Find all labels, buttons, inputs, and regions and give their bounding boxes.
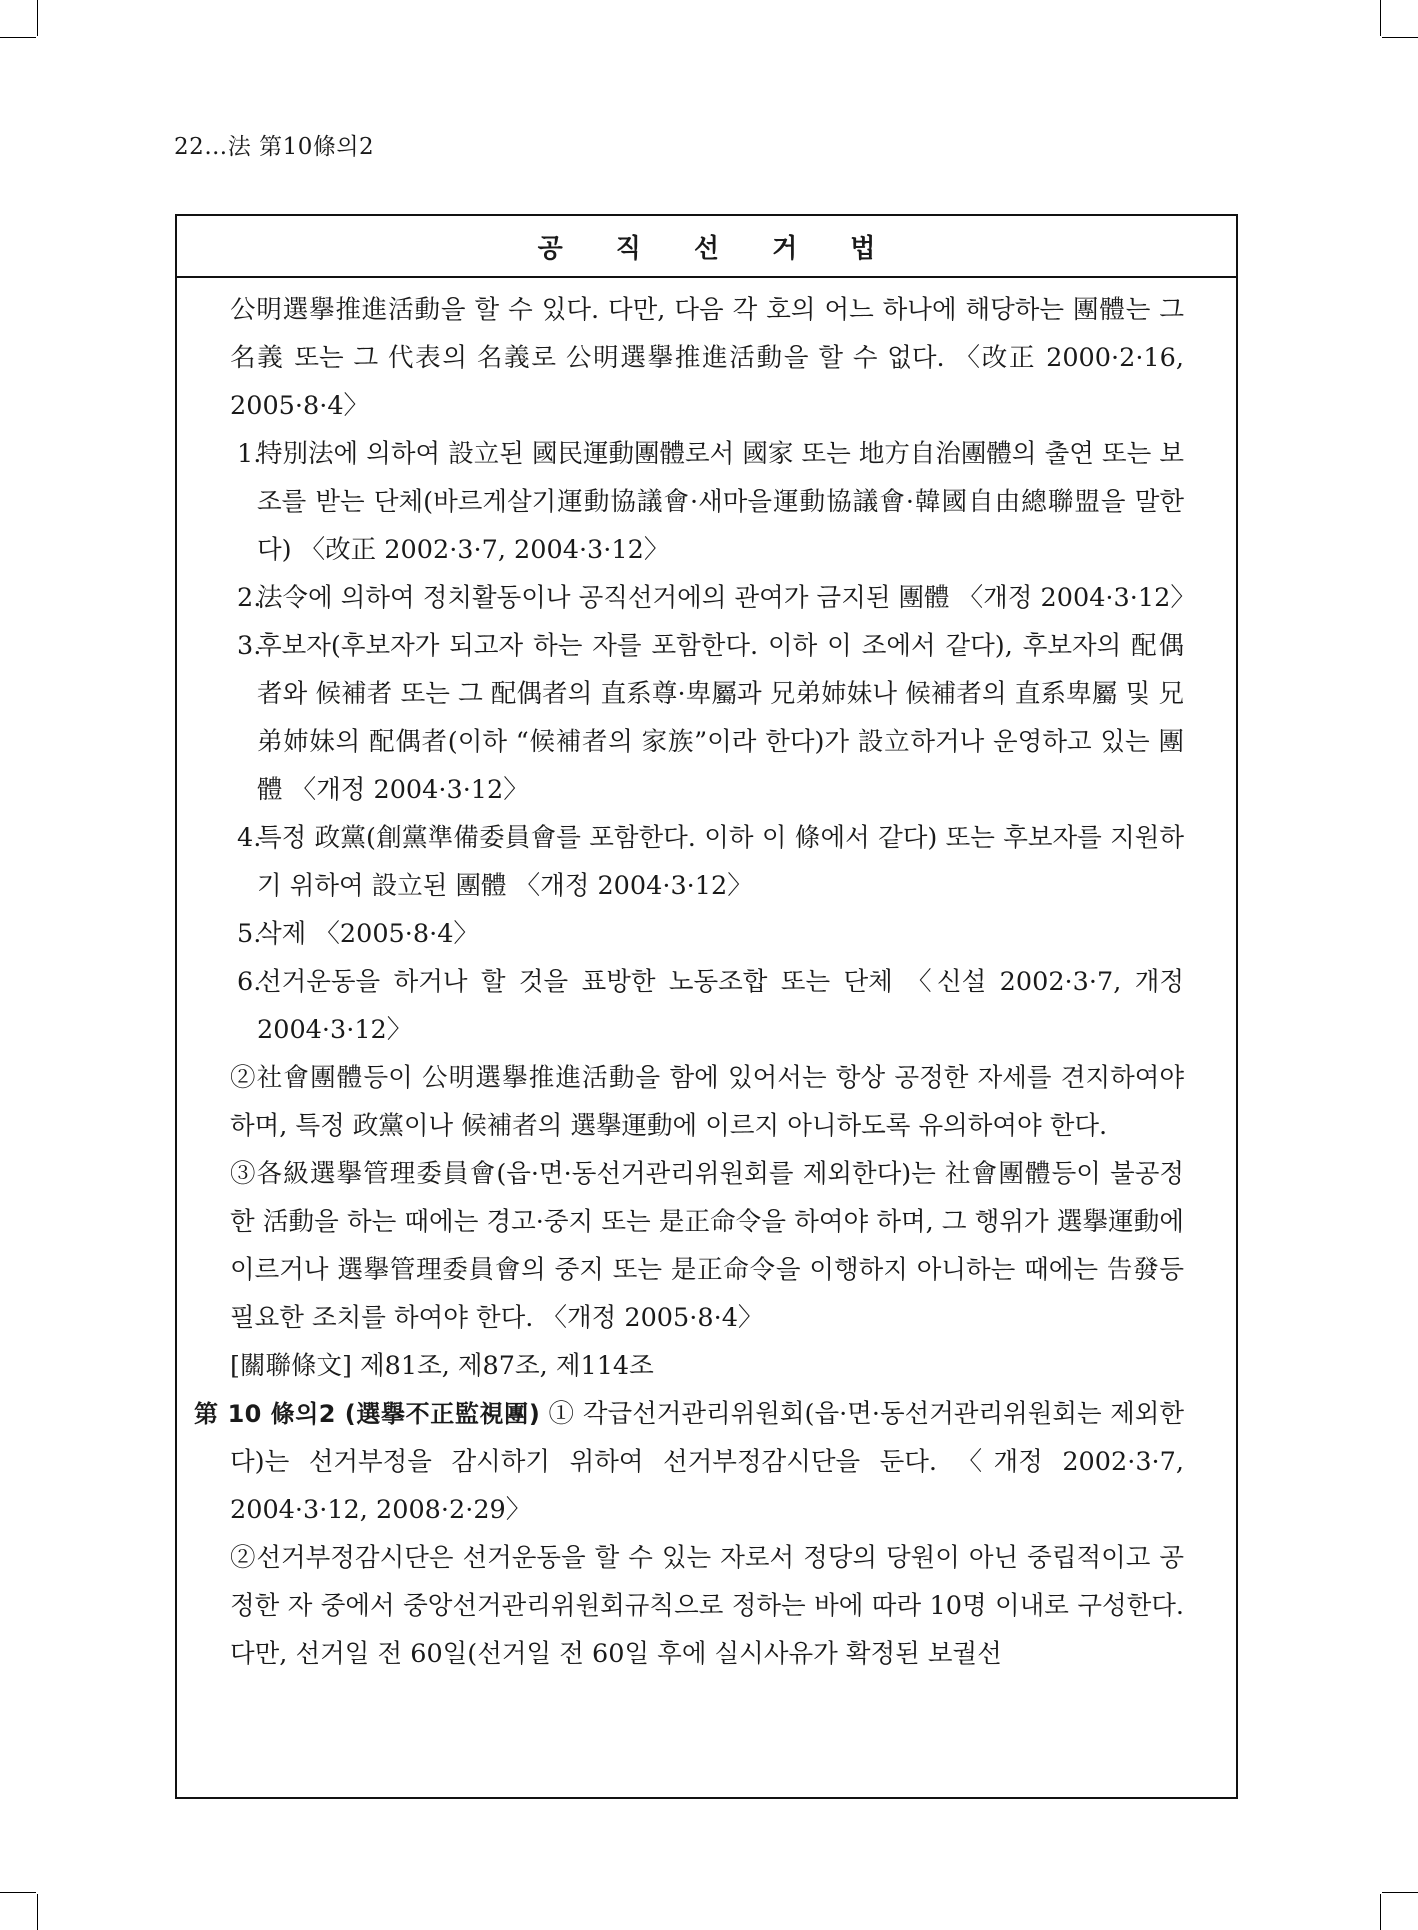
item-number: 5. <box>237 919 262 949</box>
item-text: 후보자(후보자가 되고자 하는 자를 포함한다. 이하 이 조에서 같다), 후보자의 配偶者와 候補者 또는 그 配偶者의 直系尊·卑屬과 兄弟姉妹나 候補者의 直系卑屬 및 兄弟姉妹의 配偶者(이하 “候補者의 家族”이라 한다)가 設立하거나 운영하고 있는 團體 〈개정 2004·3·12〉 <box>257 631 1184 805</box>
item-text: 特別法에 의하여 設立된 國民運動團體로서 國家 또는 地方自治團體의 출연 또는 보조를 받는 단체(바르게살기運動協議會·새마을運動協議會·韓國自由總聯盟을 말한다) 〈改正 2002·3·7, 2004·3·12〉 <box>257 439 1184 565</box>
item-text: 특정 政黨(創黨準備委員會를 포함한다. 이하 이 條에서 같다) 또는 후보자를 지원하기 위하여 設立된 團體 〈개정 2004·3·12〉 <box>257 823 1184 901</box>
article-heading: 第 10 條의2 (選擧不正監視團) <box>194 1400 541 1428</box>
law-text-box <box>175 214 1238 1799</box>
list-item <box>177 958 1236 1054</box>
item-text: 삭제 〈2005·8·4〉 <box>257 919 479 949</box>
crop-mark <box>1382 1892 1418 1893</box>
crop-mark <box>37 1894 38 1930</box>
item-text: 法令에 의하여 정치활동이나 공직선거에의 관여가 금지된 團體 〈개정 2004·3·12〉 <box>257 583 1196 613</box>
running-header: 22…法 第10條의2 <box>174 134 375 160</box>
item-number: 6. <box>237 967 262 997</box>
paragraph-2: ②社會團體등이 公明選擧推進活動을 함에 있어서는 항상 공정한 자세를 견지하여야 하며, 특정 政黨이나 候補者의 選擧運動에 이르지 아니하도록 유의하여야 한다. <box>230 1063 1184 1141</box>
crop-mark <box>0 1892 36 1893</box>
list-item <box>177 622 1236 814</box>
crop-mark <box>1380 0 1381 36</box>
item-text: 선거운동을 하거나 할 것을 표방한 노동조합 또는 단체 〈신설 2002·3·7, 개정 2004·3·12〉 <box>257 967 1184 1045</box>
item-number: 1. <box>237 439 262 469</box>
list-item <box>177 910 1236 958</box>
item-number: 4. <box>237 823 262 853</box>
list-item <box>177 574 1236 622</box>
box-title: 공 직 선 거 법 <box>177 216 1236 278</box>
article-paragraph-2: ②선거부정감시단은 선거운동을 할 수 있는 자로서 정당의 당원이 아닌 중립적이고 공정한 자 중에서 중앙선거관리위원회규칙으로 정하는 바에 따라 10명 이내로 구성한다. 다만, 선거일 전 60일(선거일 전 60일 후에 실시사유가 확정된 보궐선 <box>230 1543 1184 1669</box>
list-item <box>177 814 1236 910</box>
crop-mark <box>1380 1894 1381 1930</box>
item-number: 3. <box>237 631 262 661</box>
crop-mark <box>37 0 38 36</box>
item-number: 2. <box>237 583 262 613</box>
paragraph-3: ③各級選擧管理委員會(읍·면·동선거관리위원회를 제외한다)는 社會團體등이 불공정한 活動을 하는 때에는 경고·중지 또는 是正命令을 하여야 하며, 그 행위가 選擧運動에 이르거나 選擧管理委員會의 중지 또는 是正命令을 이행하지 아니하는 때에는 告發등 필요한 조치를 하여야 한다. 〈개정 2005·8·4〉 <box>230 1159 1184 1333</box>
related-articles: [關聯條文] 제81조, 제87조, 제114조 <box>230 1351 654 1381</box>
list-item <box>177 430 1236 574</box>
intro-paragraph: 公明選擧推進活動을 할 수 있다. 다만, 다음 각 호의 어느 하나에 해당하는 團體는 그 名義 또는 그 代表의 名義로 公明選擧推進活動을 할 수 없다. 〈改正 2000·2·16, 2005·8·4〉 <box>230 295 1184 421</box>
article-10-2 <box>177 1390 1236 1534</box>
article-text: ① 각급선거관리위원회(읍·면·동선거관리위원회는 제외한다)는 선거부정을 감시하기 위하여 선거부정감시단을 둔다. 〈개정 2002·3·7, 2004·3·12, 2008·2·29〉 <box>230 1399 1184 1525</box>
crop-mark <box>0 37 36 38</box>
crop-mark <box>1382 37 1418 38</box>
law-body <box>177 286 1236 1678</box>
